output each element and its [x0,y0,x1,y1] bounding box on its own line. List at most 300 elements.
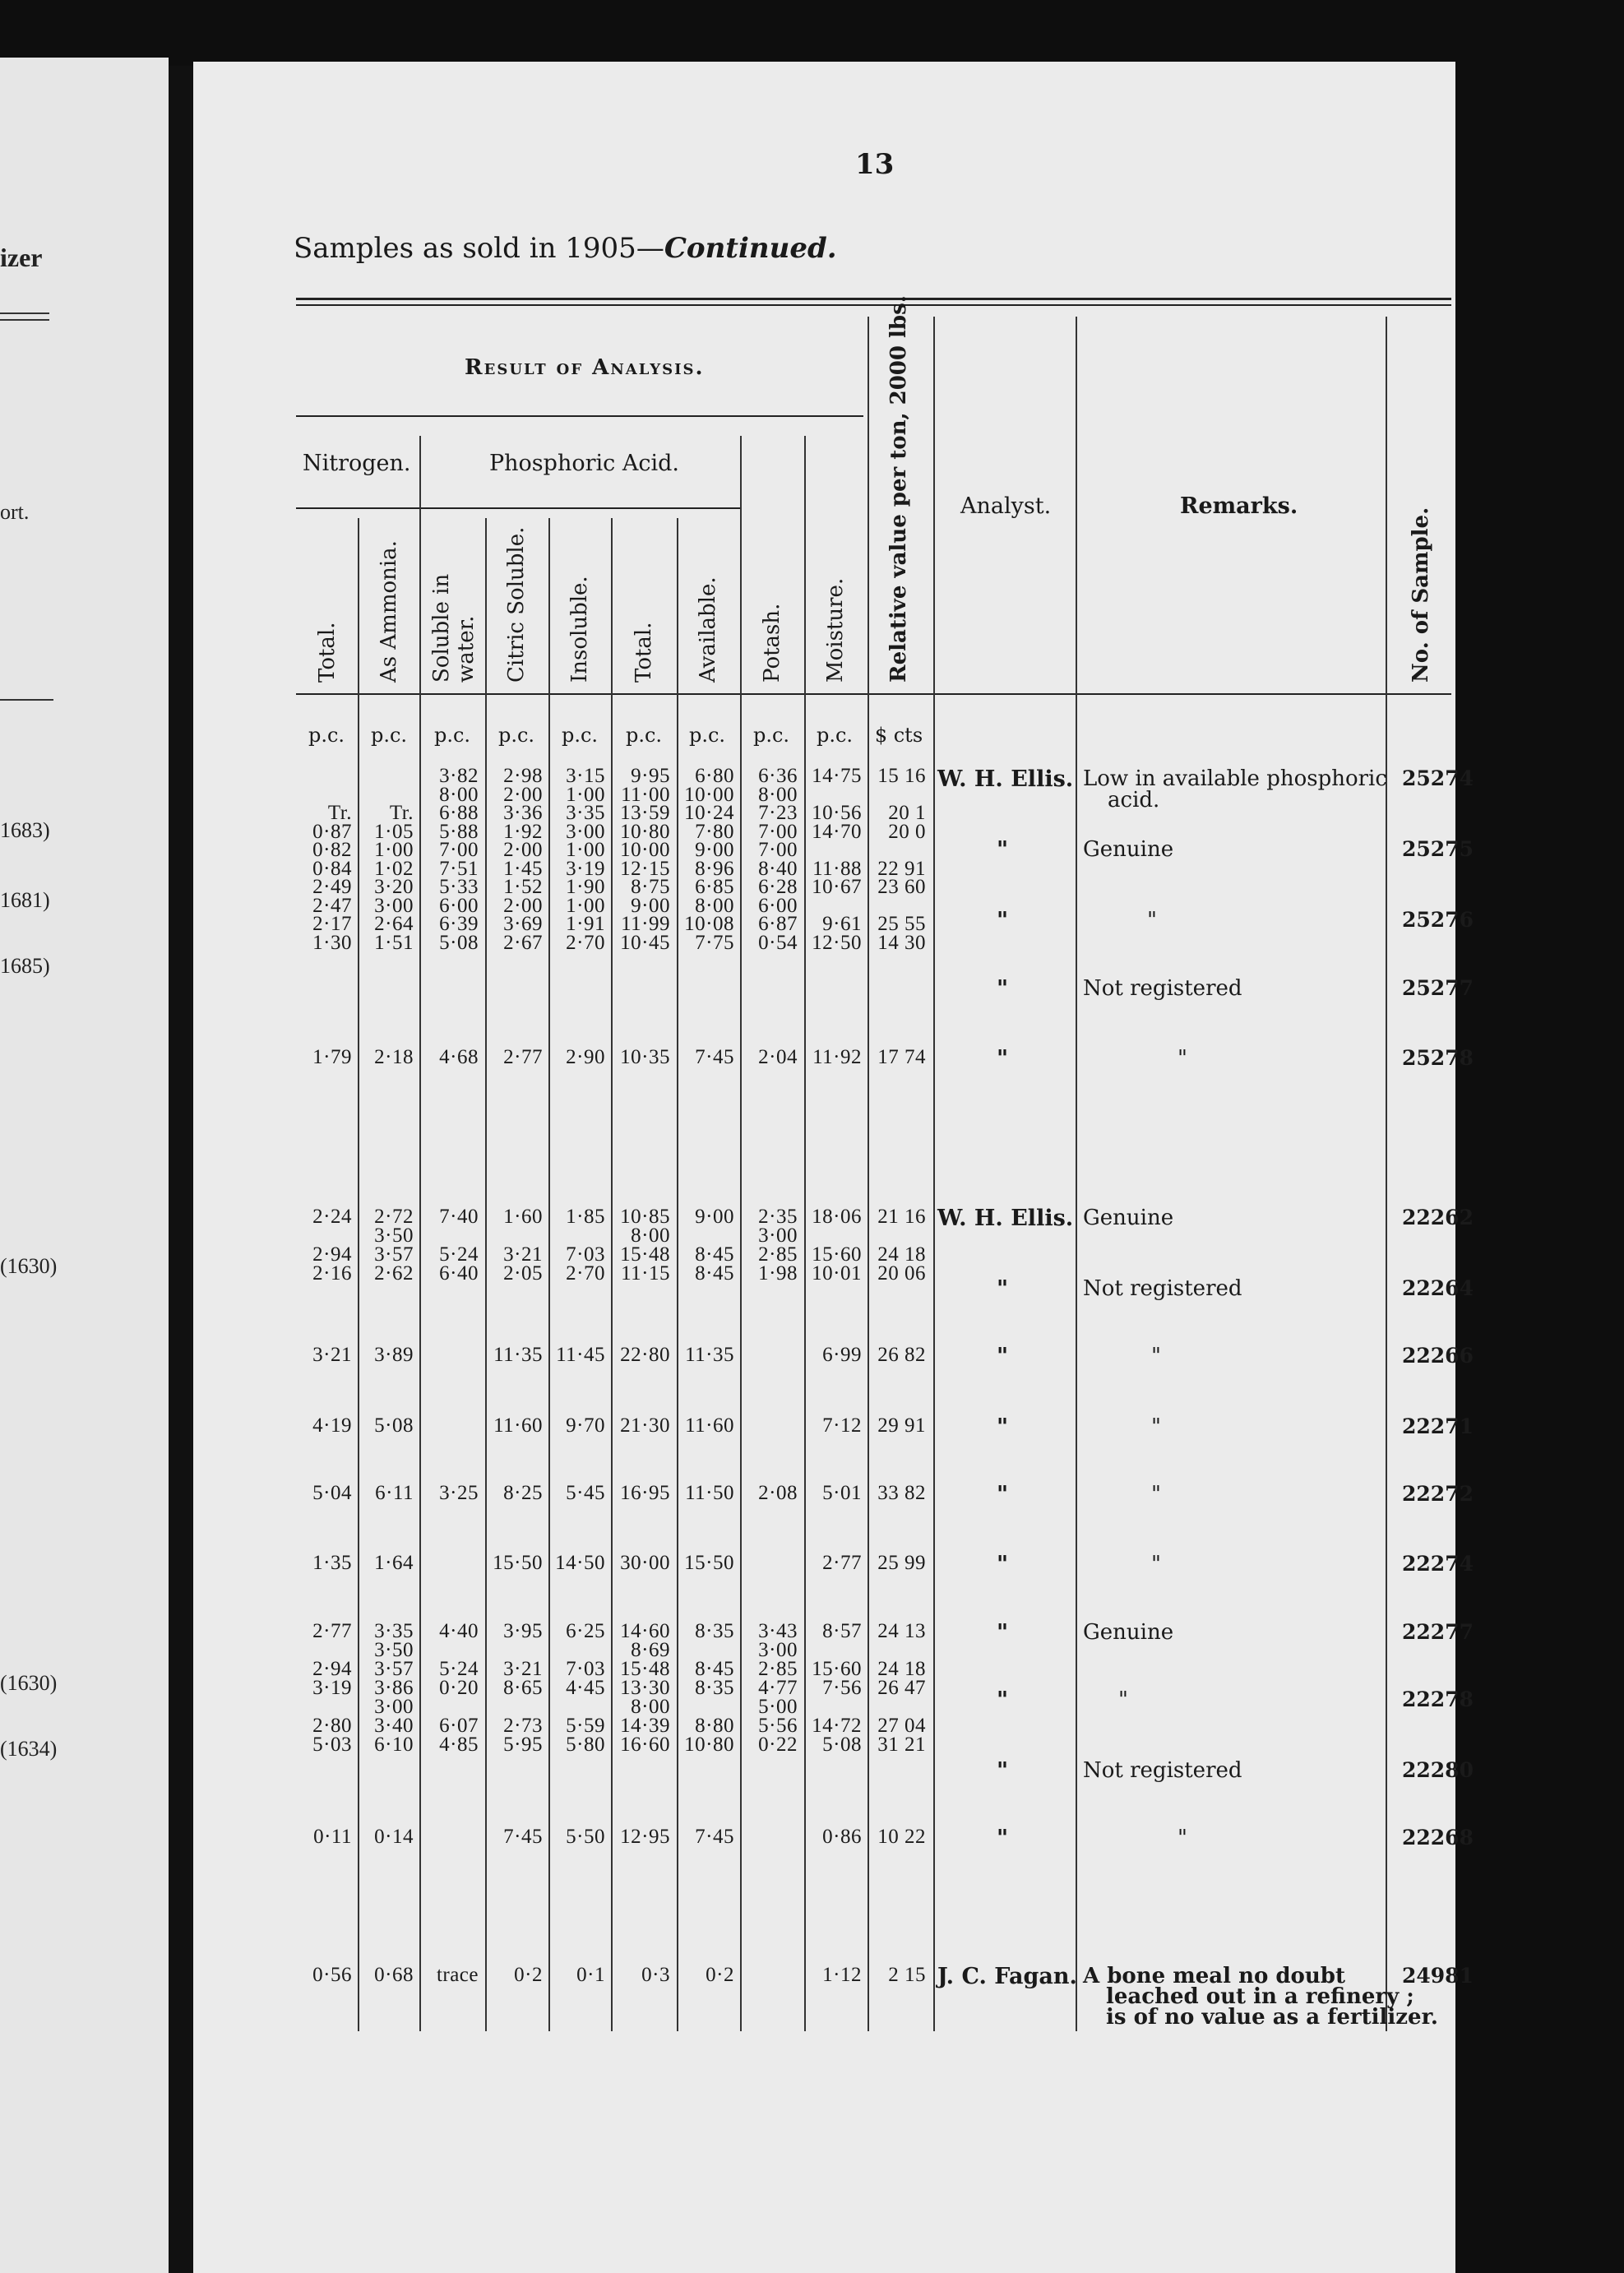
table-cell: 2·05 [503,1262,543,1285]
table-cell: 2·90 [566,1046,605,1068]
table-cell: 20 0 [888,821,926,843]
table-cell: 2·70 [566,1262,605,1285]
table-cell: 2·70 [566,932,605,954]
table-cell: 7·45 [695,1826,734,1848]
table-cell: 6·87 [758,913,798,935]
table-cell: 20 1 [888,802,926,824]
sample-number: 22280 [1402,1758,1474,1782]
table-cell: 4·45 [566,1677,605,1699]
table-cell: 5·08 [439,932,479,954]
table-cell: 3·57 [374,1243,414,1266]
table-cell: 2·80 [312,1715,352,1737]
table-cell: 10·67 [812,876,862,898]
analyst-cell: W. H. Ellis. [937,766,1074,792]
table-cell: 0·2 [706,1964,734,1986]
table-cell: 24 13 [877,1620,926,1642]
table-cell: 11·60 [493,1414,543,1437]
col-head-total-nitrogen: Total. [315,622,340,683]
table-cell: 7·80 [695,821,734,843]
table-cell: 1·35 [312,1552,352,1574]
remarks-heading: Remarks. [1180,493,1298,519]
remark-cell: Genuine [1083,837,1174,862]
phosphoric-acid-heading: Phosphoric Acid. [489,451,679,476]
table-cell: 9·95 [631,765,670,787]
table-cell: 2·00 [503,784,543,806]
document-page [193,62,1455,2273]
table-cell: 22 91 [877,858,926,880]
table-cell: 5·00 [758,1696,798,1718]
table-cell: 6·39 [439,913,479,935]
col-head-citric-soluble: Citric Soluble. [504,526,529,683]
sample-number: 22266 [1402,1344,1474,1368]
table-cell: 3·57 [374,1658,414,1680]
table-cell: 29 91 [877,1414,926,1437]
analyst-ditto: " [997,1620,1009,1646]
remark-cell: Genuine [1083,1620,1174,1645]
left-page-rule [0,312,49,314]
analyst-ditto: " [997,908,1009,933]
table-cell: 3·86 [374,1677,414,1699]
table-cell: 7·03 [566,1243,605,1266]
unit-label: p.c. [308,724,345,747]
left-page-fragment: (1630) [0,1671,58,1695]
header-bottom-rule [296,693,1451,695]
table-cell: 18·06 [812,1206,862,1228]
table-cell: 14·72 [812,1715,862,1737]
table-cell: 11·99 [621,913,670,935]
left-facing-page [0,58,169,2273]
table-cell: 4·77 [758,1677,798,1699]
sample-number: 22264 [1402,1276,1474,1300]
table-cell: 6·99 [822,1344,862,1366]
table-cell: 21·30 [620,1414,670,1437]
table-cell: 16·95 [620,1482,670,1504]
table-cell: 2·00 [503,895,543,917]
unit-label: p.c. [561,724,599,747]
table-cell: 9·00 [695,1206,734,1228]
table-cell: 1·91 [566,913,605,935]
table-cell: 0·3 [641,1964,670,1986]
table-cell: 1·90 [566,876,605,898]
table-cell: 11·92 [812,1046,862,1068]
table-cell: 11·88 [812,858,862,880]
table-cell: 15·60 [812,1658,862,1680]
table-cell: 14·70 [812,821,862,843]
table-cell: 3·21 [312,1344,352,1366]
unit-label: p.c. [752,724,790,747]
table-cell: 9·00 [631,895,670,917]
table-cell: 7·12 [822,1414,862,1437]
table-cell: 1·00 [566,784,605,806]
nitrogen-heading: Nitrogen. [303,451,411,476]
table-cell: 1·00 [374,839,414,861]
table-cell: 23 60 [877,876,926,898]
col-head-potash: Potash. [760,603,784,683]
table-cell: 5·03 [312,1734,352,1756]
analyst-ditto: " [997,976,1009,1002]
table-cell: 5·50 [566,1826,605,1848]
table-cell: 2·18 [374,1046,414,1068]
table-cell: 2·49 [312,876,352,898]
title-italic: Continued. [664,232,837,265]
table-cell: 14·75 [812,765,862,787]
sample-number: 22271 [1402,1414,1474,1438]
table-cell: 2·62 [374,1262,414,1285]
table-cell: 2·24 [312,1206,352,1228]
table-cell: 3·50 [374,1224,414,1247]
table-cell: 5·45 [566,1482,605,1504]
table-cell: 3·40 [374,1715,414,1737]
table-cell: 2·72 [374,1206,414,1228]
table-cell: 5·08 [374,1414,414,1437]
table-cell: 2·35 [758,1206,798,1228]
sample-number: 25277 [1402,976,1474,1000]
table-cell: 8·75 [631,876,670,898]
table-cell: 2·17 [312,913,352,935]
table-cell: 6·85 [695,876,734,898]
remark-cell: Not registered [1083,976,1242,1001]
col-head-relative-value: Relative value per ton, 2000 lbs. [886,295,911,683]
table-cell: 5·56 [758,1715,798,1737]
table-cell: 10·00 [684,784,734,806]
table-cell: 3·35 [374,1620,414,1642]
left-page-fragment: (1634) [0,1737,58,1761]
table-cell: 10·35 [620,1046,670,1068]
table-cell: 7·51 [439,858,479,880]
table-cell: 7·00 [439,839,479,861]
table-cell: 2·98 [503,765,543,787]
table-cell: 15·48 [620,1243,670,1266]
col-head-total-phosphoric: Total. [632,622,656,683]
remark-ditto: " [1118,1687,1128,1712]
table-cell: 5·04 [312,1482,352,1504]
table-cell: 6·28 [758,876,798,898]
sample-number: 22268 [1402,1826,1474,1849]
table-cell: 12·95 [620,1826,670,1848]
table-cell: 33 82 [877,1482,926,1504]
table-cell: 0·20 [439,1677,479,1699]
left-page-rule [0,319,49,321]
remark-ditto: " [1151,1344,1161,1368]
column-divider [933,317,935,2031]
table-cell: 14·60 [620,1620,670,1642]
table-cell: 1·00 [566,839,605,861]
remark-cell: Genuine [1083,1206,1174,1230]
table-cell: 2·04 [758,1046,798,1068]
table-cell: 8·96 [695,858,734,880]
table-cell: 3·82 [439,765,479,787]
remark-cell: leached out in a refinery ; [1106,1984,1414,2009]
phosphoric-rule [419,507,740,509]
table-cell: 12·50 [812,932,862,954]
table-cell: 10·08 [684,913,734,935]
table-cell: 1·52 [503,876,543,898]
table-top-rule [296,298,1451,300]
table-cell: 31 21 [877,1734,926,1756]
unit-label: p.c. [370,724,408,747]
table-cell: 1·45 [503,858,543,880]
table-cell: 7·56 [822,1677,862,1699]
table-cell: 1·30 [312,932,352,954]
remark-ditto: " [1178,1046,1187,1071]
table-cell: 0·82 [312,839,352,861]
table-cell: 17 74 [877,1046,926,1068]
table-cell: 3·21 [503,1658,543,1680]
table-cell: 3·36 [503,802,543,824]
table-cell: 2·64 [374,913,414,935]
table-cell: 4·85 [439,1734,479,1756]
table-cell: 3·35 [566,802,605,824]
sample-number: 22277 [1402,1620,1474,1644]
table-cell: 7·23 [758,802,798,824]
book-spine [169,66,193,2273]
table-cell: 20 06 [877,1262,926,1285]
table-cell: 6·11 [375,1482,414,1504]
table-cell: 6·80 [695,765,734,787]
analyst-ditto: " [997,1482,1009,1507]
col-head-available: Available. [696,576,720,683]
table-cell: 3·69 [503,913,543,935]
table-cell: 3·00 [566,821,605,843]
table-cell: 1·51 [374,932,414,954]
table-cell: 3·43 [758,1620,798,1642]
table-cell: 0·87 [312,821,352,843]
table-cell: 9·00 [695,839,734,861]
table-cell: 1·92 [503,821,543,843]
left-page-fragment: 1685) [0,954,50,978]
table-cell: 0·54 [758,932,798,954]
table-cell: 3·19 [312,1677,352,1699]
title-plain: Samples as sold in 1905— [294,232,664,265]
analyst-ditto: " [997,1552,1009,1577]
left-page-fragment: 1681) [0,888,50,912]
sample-number: 24981 [1402,1964,1474,1988]
table-cell: 5·01 [822,1482,862,1504]
table-cell: 3·00 [758,1639,798,1661]
remark-cell: Not registered [1083,1276,1242,1301]
table-cell: 7·40 [439,1206,479,1228]
left-page-fragment: izer [0,243,43,272]
table-cell: 2·00 [503,839,543,861]
table-cell: 8·00 [631,1224,670,1247]
table-cell: 8·57 [822,1620,862,1642]
sample-number: 25276 [1402,908,1474,932]
table-cell: 8·80 [695,1715,734,1737]
unit-label: p.c. [816,724,854,747]
table-cell: 10·80 [684,1734,734,1756]
table-cell: 10·80 [620,821,670,843]
table-cell: 2·47 [312,895,352,917]
table-cell: 15 16 [877,765,926,787]
table-cell: 6·10 [374,1734,414,1756]
table-cell: 9·70 [566,1414,605,1437]
remark-ditto: " [1151,1414,1161,1439]
table-cell: 2·77 [822,1552,862,1574]
table-cell: 10·45 [620,932,670,954]
column-divider [1076,317,1077,2031]
table-cell: 16·60 [620,1734,670,1756]
table-cell: Tr. [389,802,414,824]
table-cell: 24 18 [877,1658,926,1680]
analyst-ditto: " [997,837,1009,863]
table-cell: 8·00 [758,784,798,806]
sample-number: 22278 [1402,1687,1474,1711]
table-cell: 12·15 [620,858,670,880]
table-cell: 5·08 [822,1734,862,1756]
table-cell: 5·24 [439,1658,479,1680]
table-cell: 7·00 [758,821,798,843]
left-page-fragment: (1630) [0,1254,58,1278]
table-cell: 1·64 [374,1552,414,1574]
page-title [294,232,837,265]
table-cell: 1·79 [312,1046,352,1068]
table-cell: 13·30 [620,1677,670,1699]
remark-cell: Low in available phosphoric [1083,766,1387,791]
table-cell: 8·35 [695,1620,734,1642]
col-head-soluble-in-water: Soluble in water. [429,573,479,683]
table-cell: 1·05 [374,821,414,843]
table-cell: 10·85 [620,1206,670,1228]
table-top-rule [296,304,1451,306]
table-cell: 6·00 [758,895,798,917]
remark-ditto: " [1151,1552,1161,1576]
table-cell: 2·08 [758,1482,798,1504]
table-cell: Tr. [327,802,352,824]
remark-ditto: " [1178,1826,1187,1850]
table-cell: 15·50 [493,1552,543,1574]
table-cell: 1·85 [566,1206,605,1228]
table-cell: 15·50 [684,1552,734,1574]
table-cell: 2·85 [758,1658,798,1680]
table-cell: 7·75 [695,932,734,954]
sample-number: 25275 [1402,837,1474,861]
table-cell: 25 99 [877,1552,926,1574]
table-cell: 3·50 [374,1639,414,1661]
table-cell: 6·36 [758,765,798,787]
sample-number: 25278 [1402,1046,1474,1070]
table-cell: 8·25 [503,1482,543,1504]
table-cell: 11·45 [556,1344,605,1366]
table-cell: 14 30 [877,932,926,954]
table-cell: 6·07 [439,1715,479,1737]
table-cell: 8·00 [695,895,734,917]
column-divider [868,317,869,2031]
table-cell: 8·69 [631,1639,670,1661]
sample-number: 25274 [1402,766,1474,790]
table-cell: 10·56 [812,802,862,824]
table-cell: 2·73 [503,1715,543,1737]
col-head-moisture: Moisture. [823,577,848,683]
table-cell: 0·68 [374,1964,414,1986]
nitrogen-rule [296,507,419,509]
table-cell: 11·50 [685,1482,734,1504]
table-cell: 8·35 [695,1677,734,1699]
analyst-cell: J. C. Fagan. [937,1964,1077,1989]
table-cell: 1·60 [503,1206,543,1228]
analyst-ditto: " [997,1276,1009,1302]
table-cell: 0·1 [576,1964,605,1986]
table-cell: 8·65 [503,1677,543,1699]
table-cell: 14·39 [620,1715,670,1737]
table-cell: 25 55 [877,913,926,935]
analyst-ditto: " [997,1414,1009,1440]
table-cell: 3·95 [503,1620,543,1642]
table-cell: 2·94 [312,1243,352,1266]
table-cell: 11·15 [621,1262,670,1285]
table-cell: 2 15 [888,1964,926,1986]
table-cell: 6·25 [566,1620,605,1642]
result-of-analysis-heading: Result of Analysis. [465,355,705,380]
table-cell: 11·35 [493,1344,543,1366]
table-cell: 3·20 [374,876,414,898]
table-cell: 4·68 [439,1046,479,1068]
unit-label: p.c. [433,724,471,747]
remark-ditto: " [1147,908,1157,933]
col-head-insoluble: Insoluble. [567,576,592,683]
table-cell: 7·45 [503,1826,543,1848]
table-cell: 2·77 [312,1620,352,1642]
table-cell: 5·88 [439,821,479,843]
unit-label: p.c. [688,724,726,747]
column-divider [419,436,421,2031]
table-cell: 26 47 [877,1677,926,1699]
table-cell: 0·22 [758,1734,798,1756]
table-cell: 1·12 [822,1964,862,1986]
column-divider [804,436,806,2031]
table-cell: 7·00 [758,839,798,861]
table-cell: 26 82 [877,1344,926,1366]
table-cell: 6·00 [439,895,479,917]
remark-cell: acid. [1108,788,1160,812]
table-cell: 0·11 [313,1826,352,1848]
table-cell: 2·85 [758,1243,798,1266]
unit-label: p.c. [497,724,535,747]
table-cell: 0·56 [312,1964,352,1986]
table-cell: 5·33 [439,876,479,898]
table-cell: 5·95 [503,1734,543,1756]
table-cell: 15·48 [620,1658,670,1680]
table-cell: 2·77 [503,1046,543,1068]
table-cell: 13·59 [620,802,670,824]
table-cell: 8·45 [695,1262,734,1285]
table-cell: 9·61 [822,913,862,935]
table-cell: 8·45 [695,1658,734,1680]
table-cell: 10·00 [620,839,670,861]
remark-cell: is of no value as a fertilizer. [1106,2005,1438,2030]
analyst-cell: W. H. Ellis. [937,1206,1074,1231]
table-cell: 10 22 [877,1826,926,1848]
table-cell: 3·21 [503,1243,543,1266]
table-cell: 14·50 [555,1552,605,1574]
table-cell: 8·45 [695,1243,734,1266]
left-page-rule [0,699,53,701]
analysis-rule [296,415,863,417]
table-cell: 7·45 [695,1046,734,1068]
table-cell: 11·35 [685,1344,734,1366]
table-cell: 1·00 [566,895,605,917]
sample-number: 22262 [1402,1206,1474,1229]
left-page-fragment: 1683) [0,818,50,842]
table-cell: 24 18 [877,1243,926,1266]
table-cell: 3·89 [374,1344,414,1366]
table-cell: 1·02 [374,858,414,880]
table-cell: 11·60 [685,1414,734,1437]
table-cell: 5·24 [439,1243,479,1266]
table-cell: 2·67 [503,932,543,954]
left-page-fragment: ort. [0,500,30,524]
table-cell: 8·40 [758,858,798,880]
analyst-heading: Analyst. [960,493,1052,519]
